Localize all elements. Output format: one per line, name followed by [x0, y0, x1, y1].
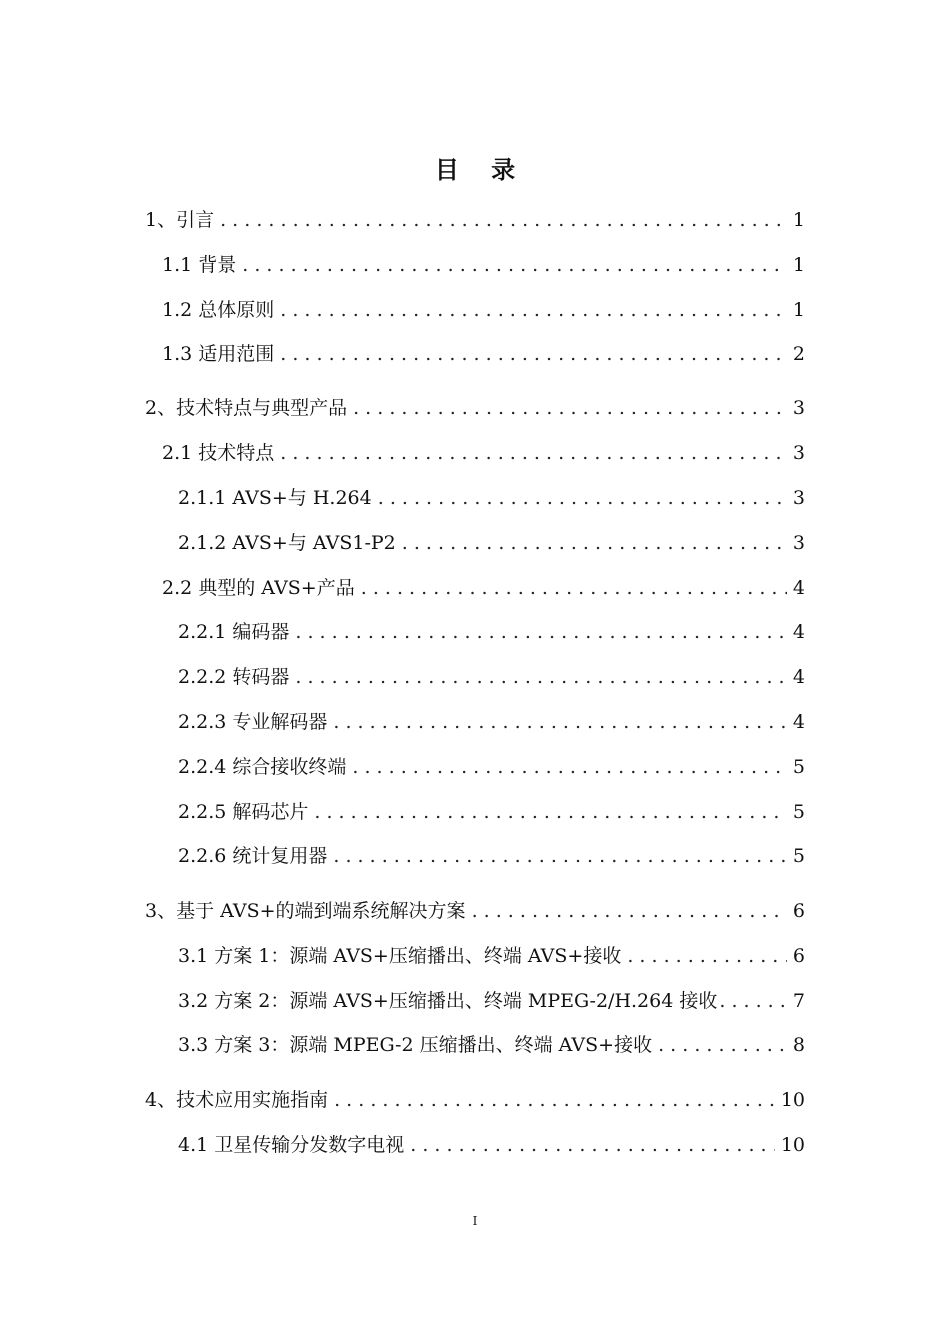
- toc-entry-3-2[interactable]: [178, 986, 805, 1016]
- toc-label: 2.2.4 综合接收终端: [178, 756, 347, 778]
- toc-label: 2.2.2 转码器: [178, 666, 290, 688]
- toc-entry-2-2-2[interactable]: [178, 662, 805, 692]
- dot-leader: [410, 1130, 775, 1160]
- toc-page-number: 3: [792, 397, 805, 419]
- toc-label: 1、引言: [145, 209, 215, 231]
- toc-label: 1.1 背景: [162, 254, 237, 276]
- toc-label: 3.2 方案 2：源端 AVS+压缩播出、终端 MPEG-2/H.264 接收: [178, 990, 718, 1012]
- toc-label: 2.2.5 解码芯片: [178, 801, 309, 823]
- dot-leader: [627, 941, 787, 971]
- toc-label: 3、基于 AVS+的端到端系统解决方案: [145, 900, 466, 922]
- toc-entry-2-1[interactable]: [162, 438, 805, 468]
- toc-entry-1-2[interactable]: [162, 295, 805, 325]
- toc-entry-4-1[interactable]: [178, 1130, 805, 1160]
- toc-page-number: 1: [792, 209, 805, 231]
- toc-page-number: 7: [792, 990, 805, 1012]
- toc-page-number: 10: [780, 1134, 805, 1156]
- toc-entry-2-2-3[interactable]: [178, 707, 805, 737]
- toc-entry-2-2[interactable]: [162, 573, 805, 603]
- dot-leader: [472, 896, 787, 926]
- dot-leader: [378, 483, 787, 513]
- toc-entry-1-3[interactable]: [162, 339, 805, 369]
- dot-leader: [352, 752, 787, 782]
- toc-label: 1.3 适用范围: [162, 343, 275, 365]
- toc-entry-2-2-6[interactable]: [178, 841, 805, 871]
- toc-entry-2-2-4[interactable]: [178, 752, 805, 782]
- toc-page-number: 5: [792, 801, 805, 823]
- dot-leader: [361, 573, 787, 603]
- toc-page-number: 1: [792, 299, 805, 321]
- dot-leader: [295, 617, 787, 647]
- dot-leader: [295, 662, 787, 692]
- toc-label: 2.1.2 AVS+与 AVS1-P2: [178, 532, 396, 554]
- toc-entry-2-1-1[interactable]: [178, 483, 805, 513]
- toc-label: 3.1 方案 1：源端 AVS+压缩播出、终端 AVS+接收: [178, 945, 622, 967]
- dot-leader: [402, 528, 787, 558]
- dot-leader: [314, 797, 787, 827]
- toc-entry-2-1-2[interactable]: [178, 528, 805, 558]
- toc-page-number: 3: [792, 532, 805, 554]
- toc-page-number: 5: [792, 756, 805, 778]
- dot-leader: [353, 393, 787, 423]
- toc-label: 2.2.3 专业解码器: [178, 711, 328, 733]
- toc-page-number: 1: [792, 254, 805, 276]
- toc-label: 2、技术特点与典型产品: [145, 397, 348, 419]
- toc-page-number: 4: [792, 666, 805, 688]
- toc-label: 3.3 方案 3：源端 MPEG-2 压缩播出、终端 AVS+接收: [178, 1034, 653, 1056]
- toc-entry-3-1[interactable]: [178, 941, 805, 971]
- dot-leader: [658, 1030, 787, 1060]
- toc-page-number: 5: [792, 845, 805, 867]
- dot-leader: [280, 339, 787, 369]
- dot-leader: [333, 841, 787, 871]
- toc-page-number: 4: [792, 711, 805, 733]
- toc-page-number: 10: [780, 1089, 805, 1111]
- toc-label: 4.1 卫星传输分发数字电视: [178, 1134, 405, 1156]
- toc-page-number: 6: [792, 945, 805, 967]
- toc-label: 2.1 技术特点: [162, 442, 275, 464]
- toc-label: 1.2 总体原则: [162, 299, 275, 321]
- toc-label: 2.2.1 编码器: [178, 621, 290, 643]
- toc-entry-2-2-5[interactable]: [178, 797, 805, 827]
- toc-page-number: 4: [792, 577, 805, 599]
- dot-leader: [719, 986, 791, 1016]
- toc-entry-2[interactable]: [145, 393, 805, 423]
- page-title: 目 录: [434, 155, 528, 184]
- toc-label: 2.2 典型的 AVS+产品: [162, 577, 355, 599]
- toc-page-number: 3: [792, 442, 805, 464]
- toc-entry-2-2-1[interactable]: [178, 617, 805, 647]
- toc-label: 2.1.1 AVS+与 H.264: [178, 487, 372, 509]
- toc-page-number: 6: [792, 900, 805, 922]
- page-number-footer: I: [472, 1214, 478, 1228]
- toc-entry-1[interactable]: [145, 205, 805, 235]
- toc-entry-3[interactable]: [145, 896, 805, 926]
- dot-leader: [334, 1085, 775, 1115]
- toc-label: 4、技术应用实施指南: [145, 1089, 329, 1111]
- dot-leader: [280, 295, 787, 325]
- toc-entry-4[interactable]: [145, 1085, 805, 1115]
- dot-leader: [242, 250, 787, 280]
- toc-label: 2.2.6 统计复用器: [178, 845, 328, 867]
- dot-leader: [280, 438, 787, 468]
- toc-entry-1-1[interactable]: [162, 250, 805, 280]
- toc-page-number: 8: [792, 1034, 805, 1056]
- toc-page-number: 4: [792, 621, 805, 643]
- toc-entry-3-3[interactable]: [178, 1030, 805, 1060]
- toc-page-number: 2: [792, 343, 805, 365]
- toc-page-number: 3: [792, 487, 805, 509]
- dot-leader: [333, 707, 787, 737]
- dot-leader: [220, 205, 787, 235]
